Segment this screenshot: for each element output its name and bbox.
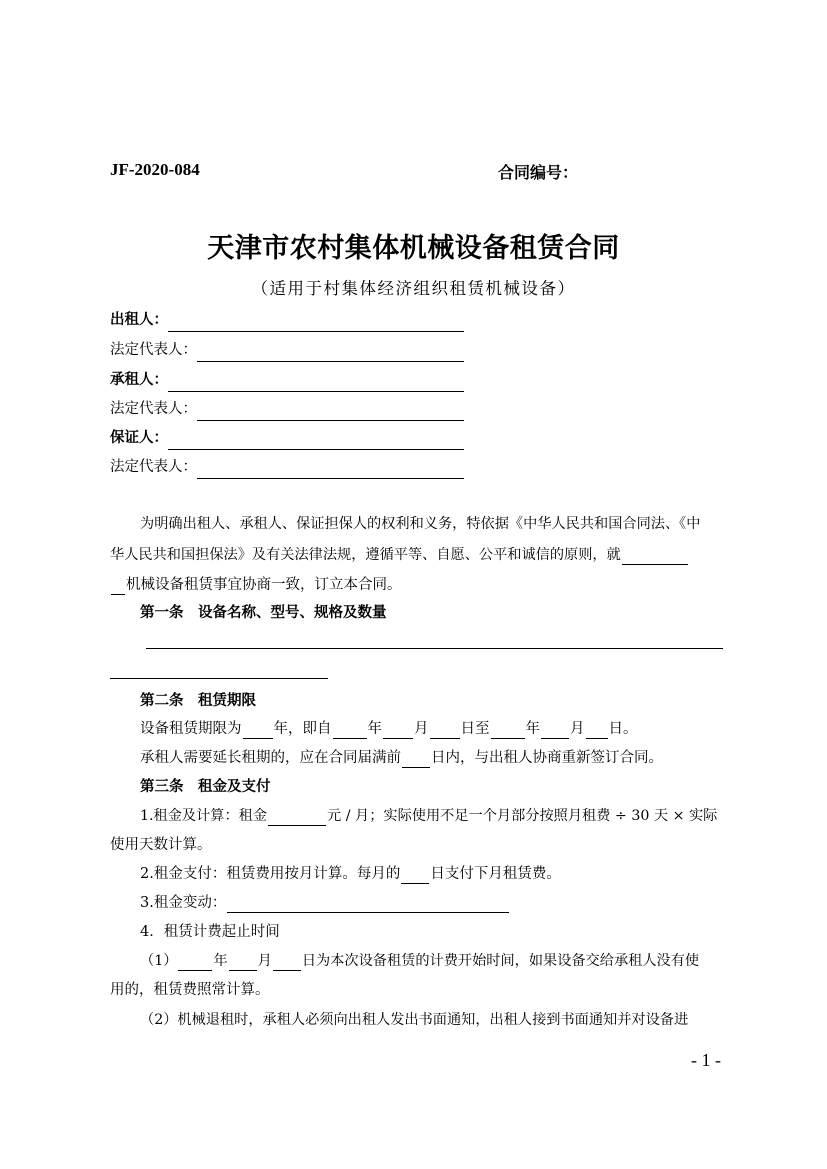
extension-days-blank[interactable] <box>402 751 430 768</box>
lessor-rep-label: 法定代表人： <box>110 342 197 358</box>
equipment-field-line-1[interactable] <box>146 648 723 649</box>
guarantor-field[interactable] <box>168 431 464 450</box>
page-subtitle: （适用于村集体经济组织租赁机械设备） <box>251 279 576 298</box>
document-code: JF-2020-084 <box>110 160 200 179</box>
billing-start-text-b: 年 <box>213 953 228 969</box>
start-year-blank[interactable] <box>333 722 367 739</box>
lessee-rep-field[interactable] <box>197 402 464 421</box>
rent-change-label: 3.租金变动： <box>140 895 227 911</box>
extension-text-a: 承租人需要延长租期的，应在合同届满前 <box>140 750 401 766</box>
lessor-rep-row <box>110 338 464 362</box>
intro-line-1: 为明确出租人、承租人、保证担保人的权利和义务，特依据《中华人民共和国合同法、《中 <box>140 516 701 532</box>
lease-extension-line <box>140 748 663 768</box>
intro-line-3 <box>110 575 402 595</box>
equipment-field-line-2[interactable] <box>110 678 328 679</box>
end-day-blank[interactable] <box>586 722 608 739</box>
lease-term-text-e: 日至 <box>460 721 490 737</box>
intro-line-2 <box>110 545 689 565</box>
billing-start-text-d: 日为本次设备租赁的计费开始时间，如果设备交给承租人没有使 <box>301 953 700 969</box>
billing-period-heading: 4．租赁计费起止时间 <box>140 924 280 940</box>
end-year-blank[interactable] <box>491 722 525 739</box>
lessee-rep-label: 法定代表人： <box>110 401 197 417</box>
intro-line-3-text: 机械设备租赁事宜协商一致，订立本合同。 <box>126 577 402 593</box>
page-title: 天津市农村集体机械设备租赁合同 <box>207 233 620 264</box>
rent-change-line <box>140 893 510 913</box>
lessee-field[interactable] <box>168 373 464 392</box>
lease-term-text-a: 设备租赁期限为 <box>140 721 242 737</box>
rent-calc-text-a: 1.租金及计算：租金 <box>140 808 268 824</box>
return-notice-line: （2）机械退租时，承租人必须向出租人发出书面通知，出租人接到书面通知并对设备进 <box>140 1012 689 1028</box>
billing-year-blank[interactable] <box>178 954 212 971</box>
lease-years-blank[interactable] <box>243 722 273 739</box>
article-2-heading: 第二条 租赁期限 <box>140 692 256 709</box>
billing-month-blank[interactable] <box>229 954 257 971</box>
page-number: - 1 - <box>691 1050 721 1070</box>
lease-term-text-d: 月 <box>414 721 429 737</box>
lease-term-text-h: 日。 <box>608 721 638 737</box>
billing-start-line-2: 用的，租赁费照常计算。 <box>110 982 270 998</box>
rent-payment-text-b: 日支付下月租赁费。 <box>430 866 561 882</box>
intro-line-2-text: 华人民共和国担保法》及有关法律法规，遵循平等、自愿、公平和诚信的原则，就 <box>110 547 621 563</box>
lessor-rep-field[interactable] <box>197 343 464 362</box>
contract-number-label: 合同编号： <box>498 163 579 182</box>
payment-day-blank[interactable] <box>401 867 429 884</box>
lessor-label: 出租人： <box>110 311 168 328</box>
rent-calc-line <box>140 806 717 826</box>
lease-term-text-f: 年 <box>525 721 540 737</box>
lessor-field[interactable] <box>168 313 464 332</box>
lessor-row <box>110 308 464 332</box>
lease-term-line <box>140 719 638 739</box>
end-month-blank[interactable] <box>541 722 569 739</box>
rent-payment-line <box>140 864 561 884</box>
guarantor-row <box>110 426 464 450</box>
billing-start-text-c: 月 <box>257 953 272 969</box>
matter-blank[interactable] <box>622 548 688 565</box>
guarantor-rep-label: 法定代表人： <box>110 459 197 475</box>
lessee-rep-row <box>110 397 464 421</box>
billing-start-text-a: （1） <box>140 953 178 969</box>
rent-calc-line-2: 使用天数计算。 <box>110 837 212 853</box>
lessee-label: 承租人： <box>110 371 168 388</box>
rent-calc-text-b: 元 / 月；实际使用不足一个月部分按照月租费 ÷ 30 天 × 实际 <box>327 808 718 824</box>
lease-term-text-c: 年 <box>367 721 382 737</box>
matter-blank-continued[interactable] <box>111 578 125 595</box>
monthly-rent-blank[interactable] <box>268 809 326 826</box>
guarantor-rep-field[interactable] <box>197 460 464 479</box>
article-1-heading: 第一条 设备名称、型号、规格及数量 <box>140 604 387 621</box>
start-day-blank[interactable] <box>430 722 460 739</box>
rent-change-blank[interactable] <box>227 896 509 913</box>
article-3-heading: 第三条 租金及支付 <box>140 778 271 795</box>
billing-day-blank[interactable] <box>273 954 301 971</box>
billing-start-line <box>140 951 699 971</box>
lease-term-text-b: 年，即自 <box>273 721 332 737</box>
start-month-blank[interactable] <box>383 722 413 739</box>
guarantor-rep-row <box>110 455 464 479</box>
extension-text-b: 日内，与出租人协商重新签订合同。 <box>431 750 663 766</box>
guarantor-label: 保证人： <box>110 429 168 446</box>
rent-payment-text-a: 2.租金支付：租赁费用按月计算。每月的 <box>140 866 401 882</box>
lease-term-text-g: 月 <box>570 721 585 737</box>
lessee-row <box>110 368 464 392</box>
